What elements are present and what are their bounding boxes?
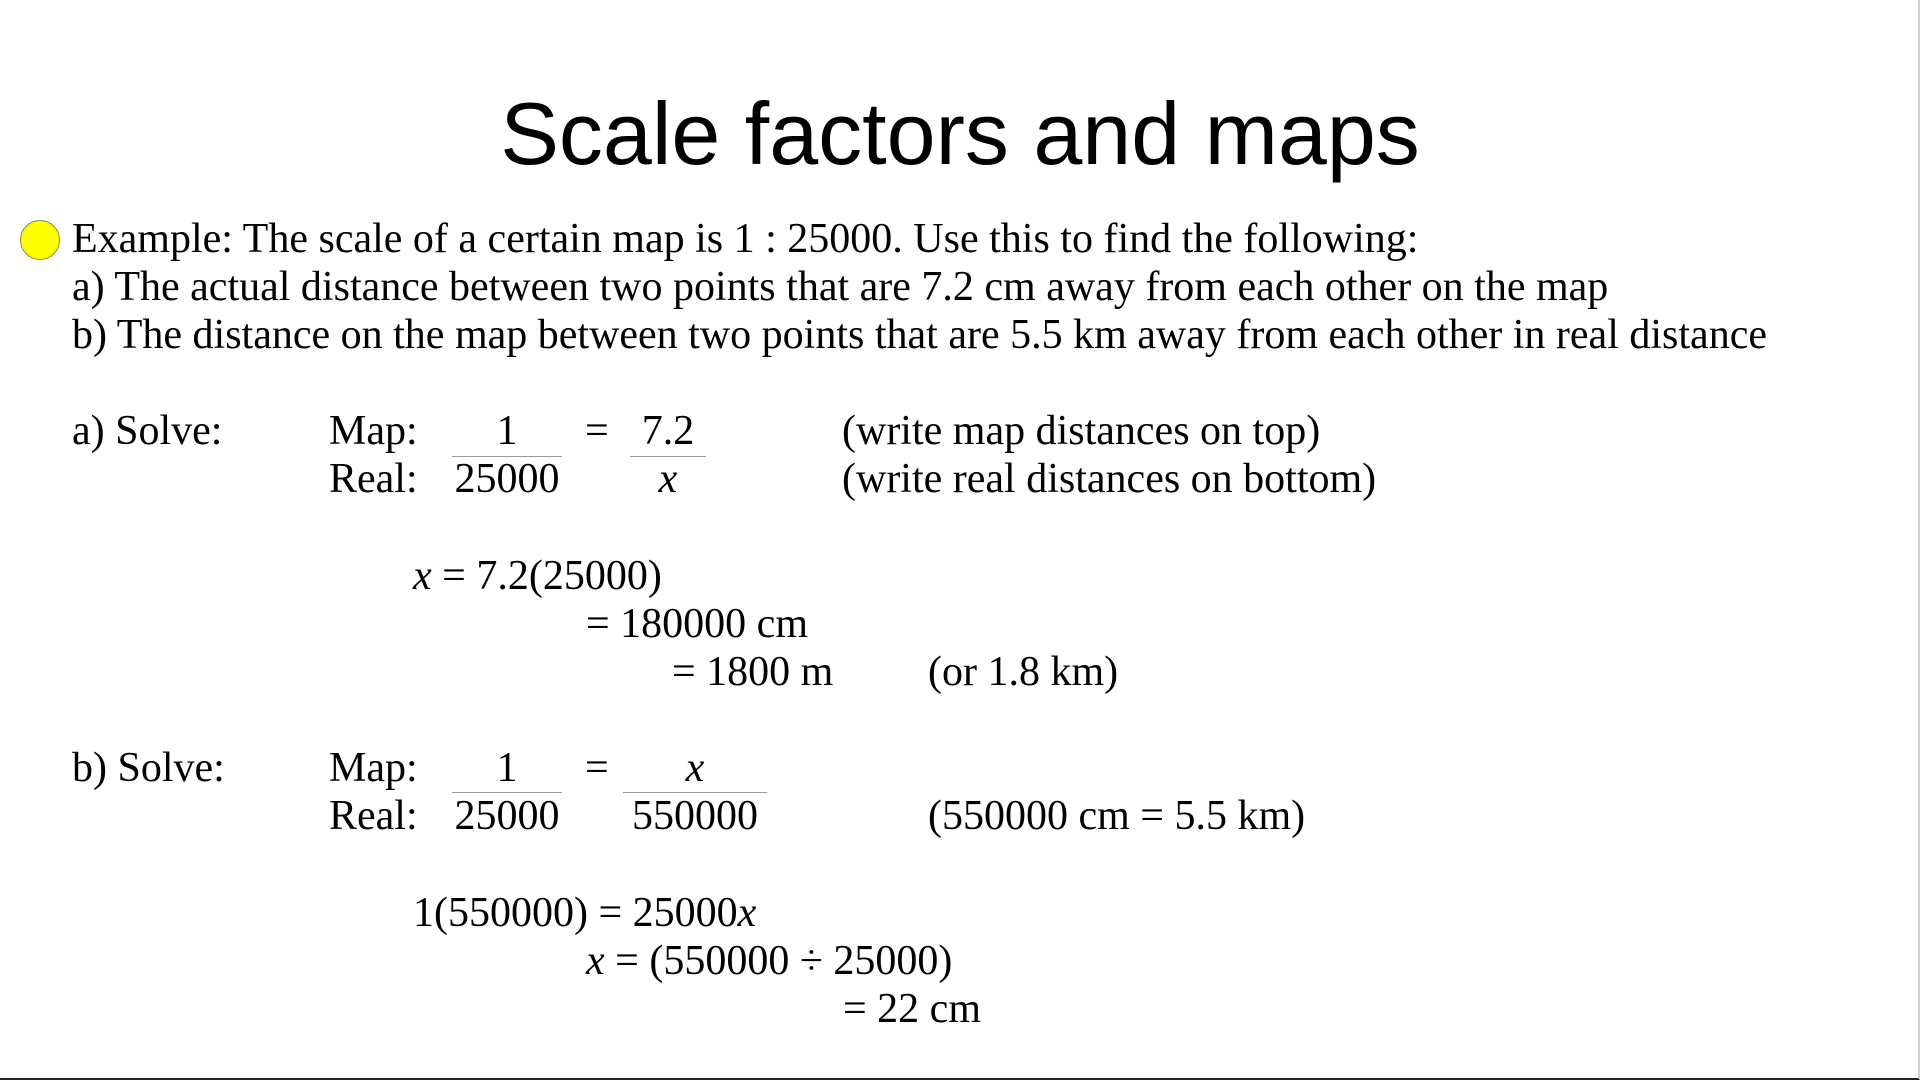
solve-a-step1-variable: x	[413, 553, 432, 599]
solve-a-note-bottom: (write real distances on bottom)	[842, 456, 1377, 502]
solve-b-fraction1-denominator: 25000	[454, 793, 560, 839]
solve-b-step1-variable: x	[737, 890, 757, 936]
solve-b-fraction2-denominator: 550000	[632, 793, 758, 839]
solve-b-equals: =	[585, 745, 609, 791]
solve-b-step2-variable: x	[586, 938, 605, 984]
solve-b-step3: = 22 cm	[843, 986, 981, 1032]
question-part-b: b) The distance on the map between two points that are 5.5 km away from each other in real distance	[72, 312, 1767, 358]
solve-b-real-label: Real:	[329, 793, 418, 839]
solve-b-fraction1-numerator: 1	[496, 745, 518, 791]
laser-pointer-dot	[20, 220, 60, 260]
solve-b-step2	[586, 937, 952, 985]
solve-a-fraction2-numerator: 7.2	[641, 408, 695, 454]
solve-a-fraction1-denominator: 25000	[454, 456, 560, 502]
solve-b-note: (550000 cm = 5.5 km)	[928, 793, 1306, 839]
solve-b-fraction2-numerator: x	[685, 745, 705, 791]
solve-a-step1	[413, 552, 662, 600]
solve-a-note-top: (write map distances on top)	[842, 408, 1321, 454]
solve-a-step3-note: (or 1.8 km)	[928, 649, 1119, 695]
example-statement: Example: The scale of a certain map is 1 : 25000. Use this to find the following:	[72, 216, 1419, 262]
solve-a-label: a) Solve:	[72, 408, 223, 454]
solve-a-step3: = 1800 m	[672, 649, 834, 695]
solve-a-fraction2-denominator: x	[658, 456, 678, 502]
solve-b-step2-expression: = (550000 ÷ 25000)	[604, 938, 953, 984]
solve-a-real-label: Real:	[329, 456, 418, 502]
solve-a-step1-expression: = 7.2(25000)	[431, 553, 662, 599]
solve-a-fraction1-numerator: 1	[496, 408, 518, 454]
solve-b-step1	[413, 889, 756, 937]
solve-a-equals: =	[585, 408, 609, 454]
slide-title: Scale factors and maps	[500, 84, 1420, 183]
question-part-a: a) The actual distance between two points that are 7.2 cm away from each other on the map	[72, 264, 1609, 310]
solve-b-map-label: Map:	[329, 745, 418, 791]
solve-a-step2: = 180000 cm	[586, 601, 808, 647]
solve-b-label: b) Solve:	[72, 745, 225, 791]
solve-a-map-label: Map:	[329, 408, 418, 454]
solve-b-step1-expression: 1(550000) = 25000	[413, 890, 738, 936]
